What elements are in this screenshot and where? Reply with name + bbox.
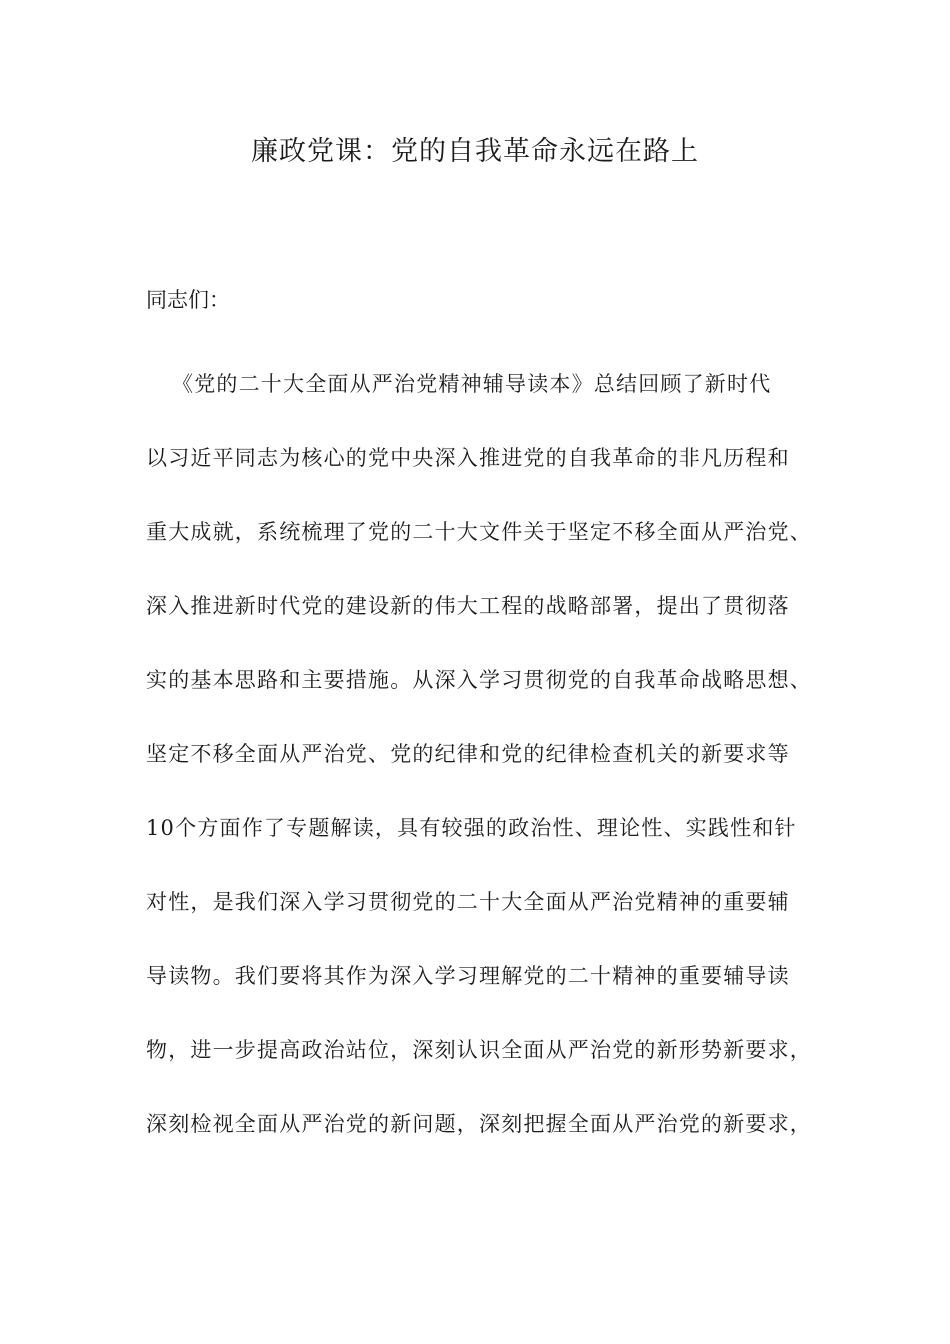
text-line: 对性，是我们深入学习贯彻党的二十大全面从严治党精神的重要辅 [146,890,790,914]
text-line: 《党的二十大全面从严治党精神辅导读本》总结回顾了新时代 [172,372,772,396]
text-line: 深刻检视全面从严治党的新问题，深刻把握全面从严治党的新要求， [146,1112,812,1136]
text-line: 重大成就，系统梳理了党的二十大文件关于坚定不移全面从严治党、 [146,520,812,544]
text-line: 深入推进新时代党的建设新的伟大工程的战略部署，提出了贯彻落 [146,594,790,618]
text-line: 实的基本思路和主要措施。从深入学习贯彻党的自我革命战略思想、 [146,668,812,692]
document-title: 廉政党课：党的自我革命永远在路上 [251,136,699,167]
text-line: 导读物。我们要将其作为深入学习理解党的二十精神的重要辅导读 [146,964,790,988]
salutation: 同志们： [146,288,230,312]
body-paragraph [146,364,816,1178]
text-line: 坚定不移全面从严治党、党的纪律和党的纪律检查机关的新要求等 [146,742,790,766]
text-line: 物，进一步提高政治站位，深刻认识全面从严治党的新形势新要求， [146,1038,812,1062]
text-line: 10个方面作了专题解读，具有较强的政治性、理论性、实践性和针 [146,816,797,840]
text-line: 以习近平同志为核心的党中央深入推进党的自我革命的非凡历程和 [146,446,790,470]
